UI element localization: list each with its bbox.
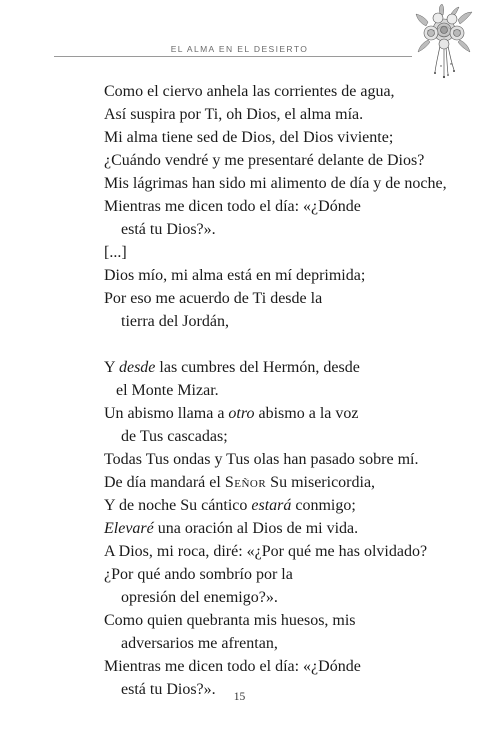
verse-line: Así suspira por Ti, oh Dios, el alma mía. bbox=[104, 106, 364, 123]
verse-italic: desde bbox=[118, 359, 156, 376]
verse-line bbox=[104, 356, 444, 379]
verse-italic: otro bbox=[228, 405, 255, 422]
running-title: EL ALMA EN EL DESIERTO bbox=[170, 44, 309, 54]
verse-line bbox=[104, 402, 444, 425]
verse-line bbox=[104, 494, 444, 517]
verse-line: Como el ciervo anhela las corrientes de agua, bbox=[104, 83, 395, 100]
verse-line: A Dios, mi roca, diré: «¿Por qué me has olvidado? bbox=[104, 543, 428, 560]
verse-text: conmigo; bbox=[291, 497, 356, 514]
verse-line: ¿Cuándo vendré y me presentaré delante de Dios? bbox=[104, 152, 425, 169]
verse-text: Un abismo llama a bbox=[104, 405, 229, 422]
verse-line-continuation: el Monte Mizar. bbox=[116, 382, 219, 399]
verse-italic: Elevaré bbox=[104, 520, 154, 537]
verse-line: ¿Por qué ando sombrío por la bbox=[104, 566, 293, 583]
verse-line-continuation: de Tus cascadas; bbox=[121, 428, 228, 445]
floral-bouquet-icon bbox=[414, 4, 474, 82]
verse-line: Por eso me acuerdo de Ti desde la bbox=[104, 290, 323, 307]
running-header bbox=[0, 44, 479, 64]
verse-line-continuation: está tu Dios?». bbox=[121, 681, 216, 698]
verse-small-caps: Señor bbox=[224, 474, 267, 491]
verse-line-continuation: tierra del Jordán, bbox=[121, 313, 229, 330]
verse-text: una oración al Dios de mi vida. bbox=[153, 520, 359, 537]
verse-line: Todas Tus ondas y Tus olas han pasado sobre mí. bbox=[104, 451, 419, 468]
verse-line: Mis lágrimas han sido mi alimento de día y de noche, bbox=[104, 175, 447, 192]
verse-line bbox=[104, 471, 444, 494]
verse-line-continuation: está tu Dios?». bbox=[121, 221, 216, 238]
stanza-break bbox=[104, 333, 444, 356]
verse-ellipsis: [...] bbox=[104, 244, 127, 261]
verse-line: Mi alma tiene sed de Dios, del Dios viviente; bbox=[104, 129, 394, 146]
verse-line: Mientras me dicen todo el día: «¿Dónde bbox=[104, 658, 361, 675]
verse-line: Dios mío, mi alma está en mí deprimida; bbox=[104, 267, 366, 284]
verse-text: abismo a la voz bbox=[254, 405, 359, 422]
poem-text bbox=[104, 80, 447, 701]
header-rule bbox=[54, 56, 412, 57]
verse-text: Y de noche Su cántico bbox=[104, 497, 252, 514]
verse-text: Su misericordia, bbox=[266, 474, 376, 491]
page-number: 15 bbox=[233, 691, 246, 703]
verse-line-continuation: adversarios me afrentan, bbox=[121, 635, 278, 652]
verse-text: De día mandará el bbox=[104, 474, 225, 491]
verse-italic: estará bbox=[251, 497, 292, 514]
verse-text: Y bbox=[104, 359, 119, 376]
verse-line: Mientras me dicen todo el día: «¿Dónde bbox=[104, 198, 361, 215]
verse-text: las cumbres del Hermón, desde bbox=[155, 359, 360, 376]
verse-line-continuation: opresión del enemigo?». bbox=[121, 589, 278, 606]
verse-line: Como quien quebranta mis huesos, mis bbox=[104, 612, 356, 629]
verse-line bbox=[104, 517, 444, 540]
